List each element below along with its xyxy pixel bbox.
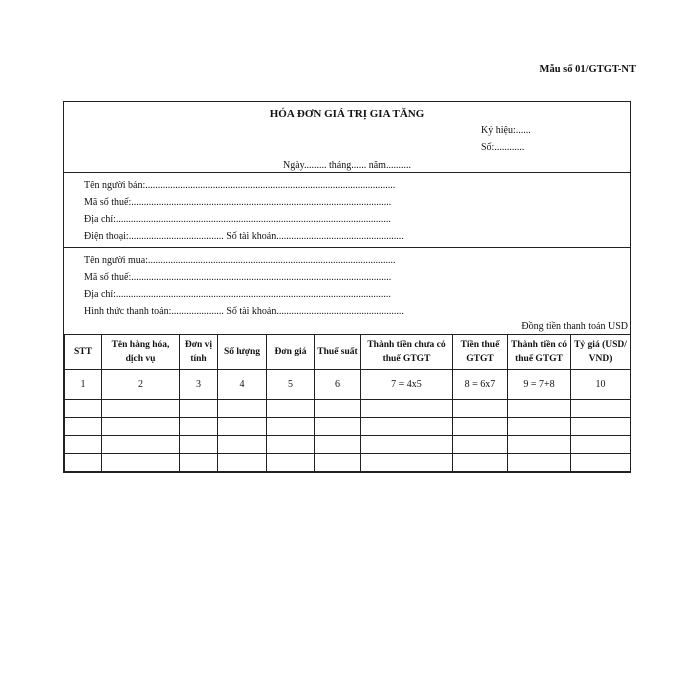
col-header-tax-rate: Thuế suất [315,335,361,370]
table-header-row [65,335,631,370]
invoice-date: Ngày......... tháng...... năm.......... [283,160,411,171]
blank-cell [267,436,315,454]
column-number: 7 = 4x5 [361,370,453,400]
buyer-section [64,248,630,334]
blank-cell [65,418,102,436]
blank-cell [180,436,218,454]
buyer-name: Tên người mua:................................................................................................... [84,255,396,266]
table-row [65,400,631,418]
col-header-unit: Đơn vị tính [180,335,218,370]
blank-cell [453,436,508,454]
blank-cell [65,454,102,472]
blank-cell [508,436,571,454]
blank-cell [571,400,631,418]
blank-cell [65,436,102,454]
blank-cell [315,436,361,454]
table-row [65,436,631,454]
invoice-symbol: Ký hiệu:...... [481,125,531,136]
buyer-address: Địa chỉ:.............................................................................................................. [84,289,391,300]
payment-currency: Đồng tiền thanh toán USD [521,321,628,332]
blank-cell [102,436,180,454]
blank-cell [571,454,631,472]
blank-cell [361,454,453,472]
blank-cell [315,454,361,472]
col-header-amount-incl-tax: Thành tiền có thuế GTGT [508,335,571,370]
seller-address: Địa chỉ:.............................................................................................................. [84,214,391,225]
blank-cell [571,436,631,454]
form-code: Mẫu số 01/GTGT-NT [539,64,636,75]
items-table [64,334,631,472]
column-number: 3 [180,370,218,400]
col-header-unit-price: Đơn giá [267,335,315,370]
blank-cell [315,418,361,436]
column-number: 10 [571,370,631,400]
blank-cell [361,400,453,418]
col-header-item-name: Tên hàng hóa, dịch vụ [102,335,180,370]
column-number: 1 [65,370,102,400]
col-header-stt: STT [65,335,102,370]
blank-cell [218,436,267,454]
seller-name: Tên người bán:.................................................................................................... [84,180,396,191]
table-row [65,418,631,436]
blank-cell [315,400,361,418]
buyer-payment-account: Hình thức thanh toán:..................... Số tài khoản................................................... [84,306,404,317]
column-number-row [65,370,631,400]
invoice-header [64,102,630,173]
col-header-tax-amount: Tiền thuế GTGT [453,335,508,370]
blank-cell [453,418,508,436]
column-number: 4 [218,370,267,400]
blank-cell [508,400,571,418]
blank-cell [453,400,508,418]
blank-cell [508,418,571,436]
blank-cell [180,418,218,436]
blank-cell [267,418,315,436]
column-number: 2 [102,370,180,400]
column-number: 5 [267,370,315,400]
buyer-tax-code: Mã số thuế:........................................................................................................ [84,272,392,283]
blank-cell [267,454,315,472]
blank-cell [218,418,267,436]
blank-cell [102,400,180,418]
blank-cell [361,418,453,436]
col-header-amount-excl-tax: Thành tiền chưa có thuế GTGT [361,335,453,370]
blank-cell [102,418,180,436]
blank-cell [453,454,508,472]
column-number: 6 [315,370,361,400]
blank-cell [361,436,453,454]
invoice-frame [63,101,631,473]
col-header-exchange-rate: Tỷ giá (USD/ VND) [571,335,631,370]
blank-cell [102,454,180,472]
blank-cell [180,454,218,472]
blank-cell [571,418,631,436]
blank-cell [267,400,315,418]
blank-cell [218,400,267,418]
col-header-quantity: Số lượng [218,335,267,370]
invoice-title: HÓA ĐƠN GIÁ TRỊ GIA TĂNG [269,108,425,120]
table-row [65,454,631,472]
invoice-number: Số:............ [481,142,525,153]
blank-cell [508,454,571,472]
seller-tax-code: Mã số thuế:........................................................................................................ [84,197,392,208]
seller-section [64,173,630,248]
blank-cell [180,400,218,418]
column-number: 9 = 7+8 [508,370,571,400]
blank-cell [218,454,267,472]
blank-cell [65,400,102,418]
column-number: 8 = 6x7 [453,370,508,400]
seller-phone-account: Điện thoại:...................................... Số tài khoản................................................... [84,231,404,242]
